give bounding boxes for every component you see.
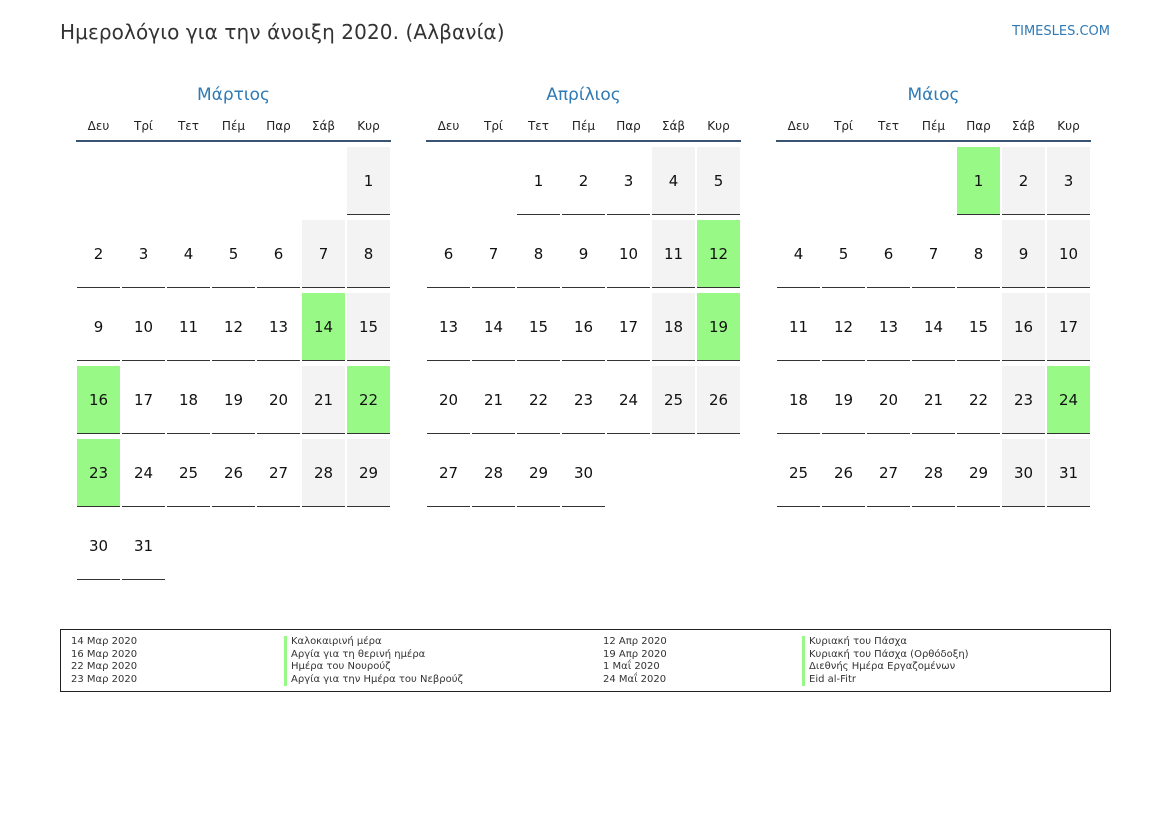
day-cell: [696, 147, 741, 220]
page-title: Ημερολόγιο για την άνοιξη 2020. (Αλβανία): [60, 20, 505, 44]
legend-entry: 14 Μαρ 2020: [71, 636, 138, 647]
day-cell: [561, 147, 606, 220]
day-number: 3: [1047, 147, 1090, 215]
weekday-label: Τρί: [483, 119, 503, 133]
day-cell: [516, 147, 561, 220]
day-number: 14: [302, 293, 345, 361]
weekday-label: Πέμ: [571, 119, 596, 133]
day-number: 13: [257, 293, 300, 361]
day-number: 22: [517, 366, 560, 434]
weekday-label: Σάβ: [311, 119, 336, 133]
day-number: 15: [957, 293, 1000, 361]
legend-entry: 24 Μαΐ 2020: [603, 673, 667, 685]
day-cell: [561, 439, 606, 512]
day-number: 11: [777, 293, 820, 361]
day-cell: [211, 439, 256, 512]
day-cell: [956, 220, 1001, 293]
day-cell: [776, 293, 821, 366]
day-cell: [166, 439, 211, 512]
day-number: 31: [1047, 439, 1090, 507]
day-cell: [606, 147, 651, 220]
day-number: 2: [1002, 147, 1045, 215]
day-number: 18: [652, 293, 695, 361]
day-number: 15: [347, 293, 390, 361]
day-cell: [301, 366, 346, 439]
day-cell: [211, 293, 256, 366]
weekday-header: [76, 112, 391, 142]
day-number: 24: [1047, 366, 1090, 434]
day-number: 7: [472, 220, 515, 288]
empty-cell: [256, 147, 301, 220]
holiday-day-cell: [346, 366, 391, 439]
day-cell: [1001, 147, 1046, 220]
day-cell: [346, 147, 391, 220]
day-cell: [76, 220, 121, 293]
day-number: 9: [1002, 220, 1045, 288]
day-cell: [776, 220, 821, 293]
day-cell: [866, 293, 911, 366]
day-number: 28: [472, 439, 515, 507]
day-number: 19: [697, 293, 740, 361]
holiday-day-cell: [956, 147, 1001, 220]
weekday-label: Κυρ: [707, 119, 730, 133]
day-cell: [1046, 439, 1091, 512]
day-cell: [696, 366, 741, 439]
legend-entry: Eid al-Fitr: [802, 674, 969, 687]
day-cell: [301, 220, 346, 293]
weekday-label: Κυρ: [357, 119, 380, 133]
weekday-label: Δευ: [437, 119, 460, 133]
weekday-label: Τρί: [133, 119, 153, 133]
day-cell: [1001, 293, 1046, 366]
day-cell: [471, 366, 516, 439]
day-number: 17: [122, 366, 165, 434]
month-title: Μάρτιος: [196, 85, 271, 105]
legend-entry: Ημέρα του Νουρούζ: [284, 661, 463, 674]
legend-right-names: [802, 636, 969, 686]
day-number: 21: [912, 366, 955, 434]
day-cell: [911, 439, 956, 512]
day-cell: [516, 293, 561, 366]
day-grid: [776, 147, 1091, 512]
day-number: 13: [427, 293, 470, 361]
weekday-label: Παρ: [966, 119, 991, 133]
day-number: 6: [867, 220, 910, 288]
day-number: 23: [562, 366, 605, 434]
day-cell: [866, 439, 911, 512]
day-cell: [1001, 366, 1046, 439]
day-number: 10: [122, 293, 165, 361]
day-cell: [516, 439, 561, 512]
weekday-label: Τρί: [833, 119, 853, 133]
day-number: 28: [912, 439, 955, 507]
day-number: 10: [1047, 220, 1090, 288]
day-cell: [121, 220, 166, 293]
day-number: 25: [167, 439, 210, 507]
day-number: 8: [957, 220, 1000, 288]
day-cell: [301, 439, 346, 512]
day-cell: [606, 366, 651, 439]
day-cell: [471, 293, 516, 366]
day-cell: [1046, 147, 1091, 220]
day-cell: [821, 366, 866, 439]
day-cell: [346, 439, 391, 512]
day-number: 7: [302, 220, 345, 288]
legend-entry: 1 Μαΐ 2020: [603, 661, 660, 672]
empty-cell: [911, 147, 956, 220]
legend-left-dates: [71, 636, 137, 686]
day-number: 29: [957, 439, 1000, 507]
weekday-header: [426, 112, 741, 142]
day-cell: [166, 366, 211, 439]
legend-entry: Κυριακή του Πάσχα (Ορθόδοξη): [802, 649, 969, 662]
day-number: 19: [822, 366, 865, 434]
day-cell: [776, 439, 821, 512]
month-may: [776, 84, 1091, 512]
day-cell: [346, 220, 391, 293]
day-number: 25: [777, 439, 820, 507]
holiday-legend: [60, 629, 1111, 692]
day-number: 27: [867, 439, 910, 507]
day-cell: [956, 439, 1001, 512]
day-number: 12: [212, 293, 255, 361]
holiday-day-cell: [696, 220, 741, 293]
day-cell: [1001, 439, 1046, 512]
legend-entry: Καλοκαιρινή μέρα: [284, 636, 463, 649]
day-number: 28: [302, 439, 345, 507]
day-grid: [426, 147, 741, 512]
day-number: 22: [347, 366, 390, 434]
legend-left-names: [284, 636, 463, 686]
day-cell: [1046, 293, 1091, 366]
day-cell: [211, 366, 256, 439]
day-cell: [256, 293, 301, 366]
weekday-label: Τετ: [177, 119, 200, 133]
day-cell: [561, 220, 606, 293]
day-number: 21: [472, 366, 515, 434]
day-number: 26: [822, 439, 865, 507]
month-april: [426, 84, 741, 512]
weekday-label: Σάβ: [1011, 119, 1036, 133]
day-number: 30: [1002, 439, 1045, 507]
day-number: 18: [777, 366, 820, 434]
day-number: 16: [1002, 293, 1045, 361]
weekday-label: Παρ: [616, 119, 641, 133]
holiday-day-cell: [301, 293, 346, 366]
empty-cell: [76, 147, 121, 220]
day-number: 20: [867, 366, 910, 434]
day-cell: [1046, 220, 1091, 293]
day-number: 13: [867, 293, 910, 361]
holiday-day-cell: [696, 293, 741, 366]
day-number: 20: [427, 366, 470, 434]
legend-right-dates: [603, 636, 667, 686]
day-cell: [166, 293, 211, 366]
legend-entry: Αργία για την Ημέρα του Νεβρούζ: [284, 674, 463, 687]
legend-entry: 19 Απρ 2020: [603, 648, 667, 660]
day-number: 19: [212, 366, 255, 434]
day-cell: [76, 512, 121, 585]
day-number: 17: [1047, 293, 1090, 361]
day-cell: [821, 293, 866, 366]
day-cell: [651, 220, 696, 293]
day-number: 2: [77, 220, 120, 288]
day-cell: [471, 439, 516, 512]
day-number: 8: [347, 220, 390, 288]
legend-entry: Διεθνής Ημέρα Εργαζομένων: [802, 661, 969, 674]
day-number: 27: [257, 439, 300, 507]
legend-entry: Αργία για τη θερινή ημέρα: [284, 649, 463, 662]
day-cell: [256, 439, 301, 512]
day-cell: [516, 220, 561, 293]
weekday-label: Δευ: [87, 119, 110, 133]
legend-entry: Κυριακή του Πάσχα: [802, 636, 969, 649]
day-cell: [561, 293, 606, 366]
day-number: 1: [957, 147, 1000, 215]
day-cell: [651, 293, 696, 366]
day-cell: [256, 220, 301, 293]
empty-cell: [166, 147, 211, 220]
day-number: 7: [912, 220, 955, 288]
day-number: 20: [257, 366, 300, 434]
day-number: 4: [777, 220, 820, 288]
day-number: 16: [77, 366, 120, 434]
day-number: 5: [822, 220, 865, 288]
day-cell: [866, 366, 911, 439]
holiday-day-cell: [76, 439, 121, 512]
weekday-label: Τετ: [527, 119, 550, 133]
day-cell: [256, 366, 301, 439]
day-number: 4: [167, 220, 210, 288]
legend-entry: 22 Μαρ 2020: [71, 661, 138, 672]
day-number: 26: [697, 366, 740, 434]
holiday-day-cell: [76, 366, 121, 439]
day-cell: [911, 220, 956, 293]
day-number: 30: [77, 512, 120, 580]
day-cell: [121, 293, 166, 366]
legend-entry: 16 Μαρ 2020: [71, 648, 138, 660]
empty-cell: [426, 147, 471, 220]
day-number: 4: [652, 147, 695, 215]
weekday-label: Κυρ: [1057, 119, 1080, 133]
empty-cell: [821, 147, 866, 220]
day-number: 24: [122, 439, 165, 507]
day-cell: [121, 366, 166, 439]
day-number: 14: [912, 293, 955, 361]
day-cell: [121, 439, 166, 512]
day-number: 27: [427, 439, 470, 507]
empty-cell: [866, 147, 911, 220]
day-number: 10: [607, 220, 650, 288]
day-number: 11: [652, 220, 695, 288]
day-number: 8: [517, 220, 560, 288]
weekday-label: Πέμ: [221, 119, 246, 133]
day-cell: [911, 366, 956, 439]
day-number: 29: [347, 439, 390, 507]
day-number: 22: [957, 366, 1000, 434]
day-cell: [426, 220, 471, 293]
day-number: 2: [562, 147, 605, 215]
day-number: 15: [517, 293, 560, 361]
day-number: 17: [607, 293, 650, 361]
day-cell: [651, 366, 696, 439]
empty-cell: [471, 147, 516, 220]
day-number: 30: [562, 439, 605, 507]
day-cell: [821, 220, 866, 293]
day-number: 12: [822, 293, 865, 361]
day-number: 9: [562, 220, 605, 288]
day-number: 1: [517, 147, 560, 215]
empty-cell: [301, 147, 346, 220]
legend-entry: 12 Απρ 2020: [603, 636, 667, 647]
day-number: 18: [167, 366, 210, 434]
day-number: 16: [562, 293, 605, 361]
day-number: 26: [212, 439, 255, 507]
day-number: 25: [652, 366, 695, 434]
day-cell: [911, 293, 956, 366]
month-title: Απρίλιος: [546, 85, 621, 105]
empty-cell: [121, 147, 166, 220]
weekday-label: Σάβ: [661, 119, 686, 133]
site-link[interactable]: TIMESLES.COM: [1012, 24, 1110, 39]
weekday-label: Δευ: [787, 119, 810, 133]
day-cell: [121, 512, 166, 585]
day-cell: [471, 220, 516, 293]
day-number: 6: [427, 220, 470, 288]
day-number: 31: [122, 512, 165, 580]
day-cell: [821, 439, 866, 512]
day-number: 23: [77, 439, 120, 507]
weekday-label: Τετ: [877, 119, 900, 133]
day-number: 1: [347, 147, 390, 215]
day-cell: [76, 293, 121, 366]
day-cell: [776, 366, 821, 439]
month-march: [76, 84, 391, 585]
day-cell: [606, 293, 651, 366]
day-cell: [346, 293, 391, 366]
holiday-day-cell: [1046, 366, 1091, 439]
day-cell: [1001, 220, 1046, 293]
day-number: 3: [122, 220, 165, 288]
day-cell: [561, 366, 606, 439]
weekday-label: Παρ: [266, 119, 291, 133]
day-cell: [166, 220, 211, 293]
empty-cell: [211, 147, 256, 220]
weekday-header: [776, 112, 1091, 142]
day-cell: [426, 366, 471, 439]
day-number: 5: [697, 147, 740, 215]
day-cell: [651, 147, 696, 220]
day-number: 6: [257, 220, 300, 288]
day-number: 12: [697, 220, 740, 288]
day-grid: [76, 147, 391, 585]
day-number: 21: [302, 366, 345, 434]
day-cell: [516, 366, 561, 439]
day-number: 29: [517, 439, 560, 507]
day-cell: [426, 293, 471, 366]
day-cell: [426, 439, 471, 512]
day-cell: [956, 366, 1001, 439]
day-number: 23: [1002, 366, 1045, 434]
day-cell: [866, 220, 911, 293]
day-number: 24: [607, 366, 650, 434]
month-title: Μάιος: [907, 85, 960, 105]
empty-cell: [776, 147, 821, 220]
legend-entry: 23 Μαρ 2020: [71, 673, 138, 685]
day-cell: [606, 220, 651, 293]
day-number: 3: [607, 147, 650, 215]
weekday-label: Πέμ: [921, 119, 946, 133]
day-cell: [211, 220, 256, 293]
day-number: 5: [212, 220, 255, 288]
day-number: 9: [77, 293, 120, 361]
day-number: 11: [167, 293, 210, 361]
day-cell: [956, 293, 1001, 366]
day-number: 14: [472, 293, 515, 361]
